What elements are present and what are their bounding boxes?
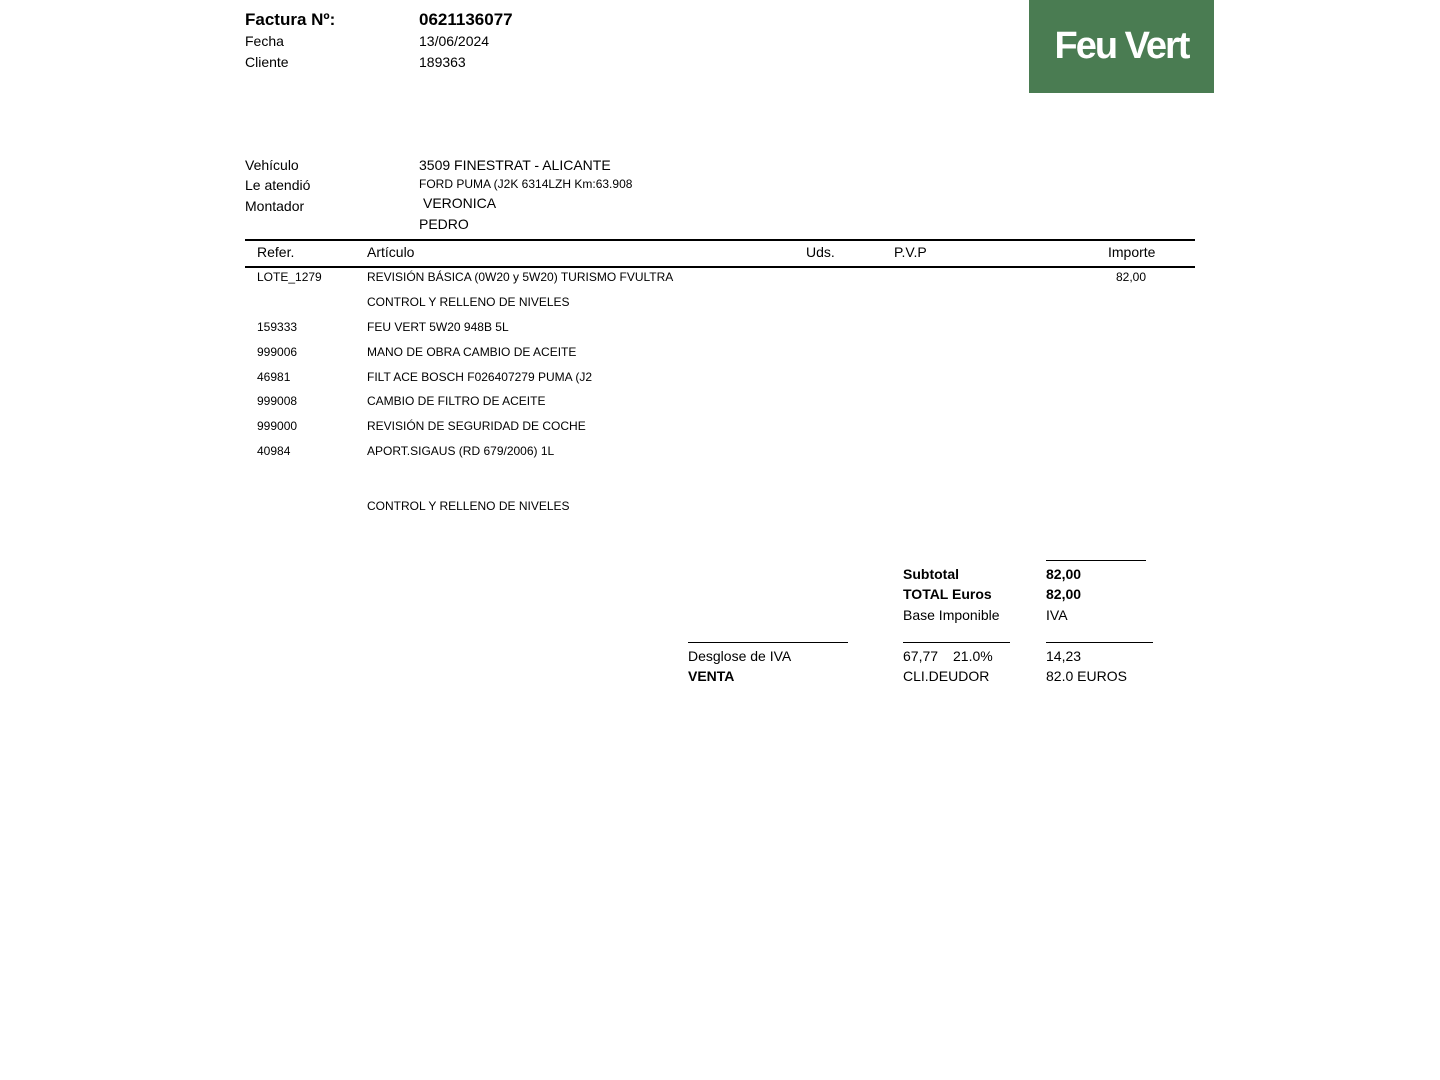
table-top-rule [245,239,1195,241]
row-ref: 40984 [257,444,291,458]
subtotal-label: Subtotal [903,566,959,582]
logo-text: Feu Vert [1054,25,1189,67]
iva-rule [1046,642,1153,643]
table-header-rule [245,266,1195,268]
client-number: 189363 [419,54,466,70]
store-name: 3509 FINESTRAT - ALICANTE [419,157,611,173]
col-amount-header: Importe [1108,244,1156,260]
iva-label: IVA [1046,607,1068,623]
invoice-number: 0621136077 [419,10,513,29]
vehicle-info: FORD PUMA (J2K 6314LZH Km:63.908 [419,177,633,191]
fitter-label: Montador [245,198,305,214]
col-units-header: Uds. [806,244,835,260]
footer-note: CONTROL Y RELLENO DE NIVELES [367,499,570,513]
row-article: FILT ACE BOSCH F026407279 PUMA (J2 [367,370,592,384]
invoice-date: 13/06/2024 [419,33,490,49]
breakdown-label: Desglose de IVA [688,648,792,664]
row-article: REVISIÓN DE SEGURIDAD DE COCHE [367,419,586,433]
row-article: MANO DE OBRA CAMBIO DE ACEITE [367,345,577,359]
total-label: TOTAL Euros [903,586,992,602]
subtotal-rule [1046,560,1146,561]
sale-label: VENTA [688,668,735,684]
client-label: Cliente [245,54,289,70]
row-ref: 159333 [257,320,298,334]
row-amount: 82,00 [1116,270,1147,284]
iva-rate: 21.0% [953,648,993,664]
row-article: APORT.SIGAUS (RD 679/2006) 1L [367,444,555,458]
col-article-header: Artículo [367,244,415,260]
row-article: CAMBIO DE FILTRO DE ACEITE [367,394,546,408]
row-article: CONTROL Y RELLENO DE NIVELES [367,295,570,309]
fitter-name: PEDRO [419,216,469,232]
payment-method: CLI.DEUDOR [903,668,990,684]
payment-amount: 82.0 EUROS [1046,668,1127,684]
col-ref-header: Refer. [257,244,295,260]
row-ref: 999000 [257,419,298,433]
subtotal-value: 82,00 [1046,566,1082,582]
vehicle-label: Vehículo [245,157,299,173]
invoice-number-label: Factura Nº: [245,10,336,29]
iva-value: 14,23 [1046,648,1082,664]
row-ref: LOTE_1279 [257,270,322,284]
base-label: Base Imponible [903,607,1000,623]
row-ref: 46981 [257,370,291,384]
base-value: 67,77 [903,648,939,664]
attended-label: Le atendió [245,177,311,193]
base-rule [903,642,1010,643]
row-article: REVISIÓN BÁSICA (0W20 y 5W20) TURISMO FVULTRA [367,270,674,284]
feu-vert-logo [1029,0,1214,93]
date-label: Fecha [245,33,284,49]
attended-name: VERONICA [423,195,497,211]
col-pvp-header: P.V.P [894,244,927,260]
breakdown-rule [688,642,848,643]
total-value: 82,00 [1046,586,1082,602]
row-article: FEU VERT 5W20 948B 5L [367,320,509,334]
row-ref: 999006 [257,345,298,359]
row-ref: 999008 [257,394,298,408]
